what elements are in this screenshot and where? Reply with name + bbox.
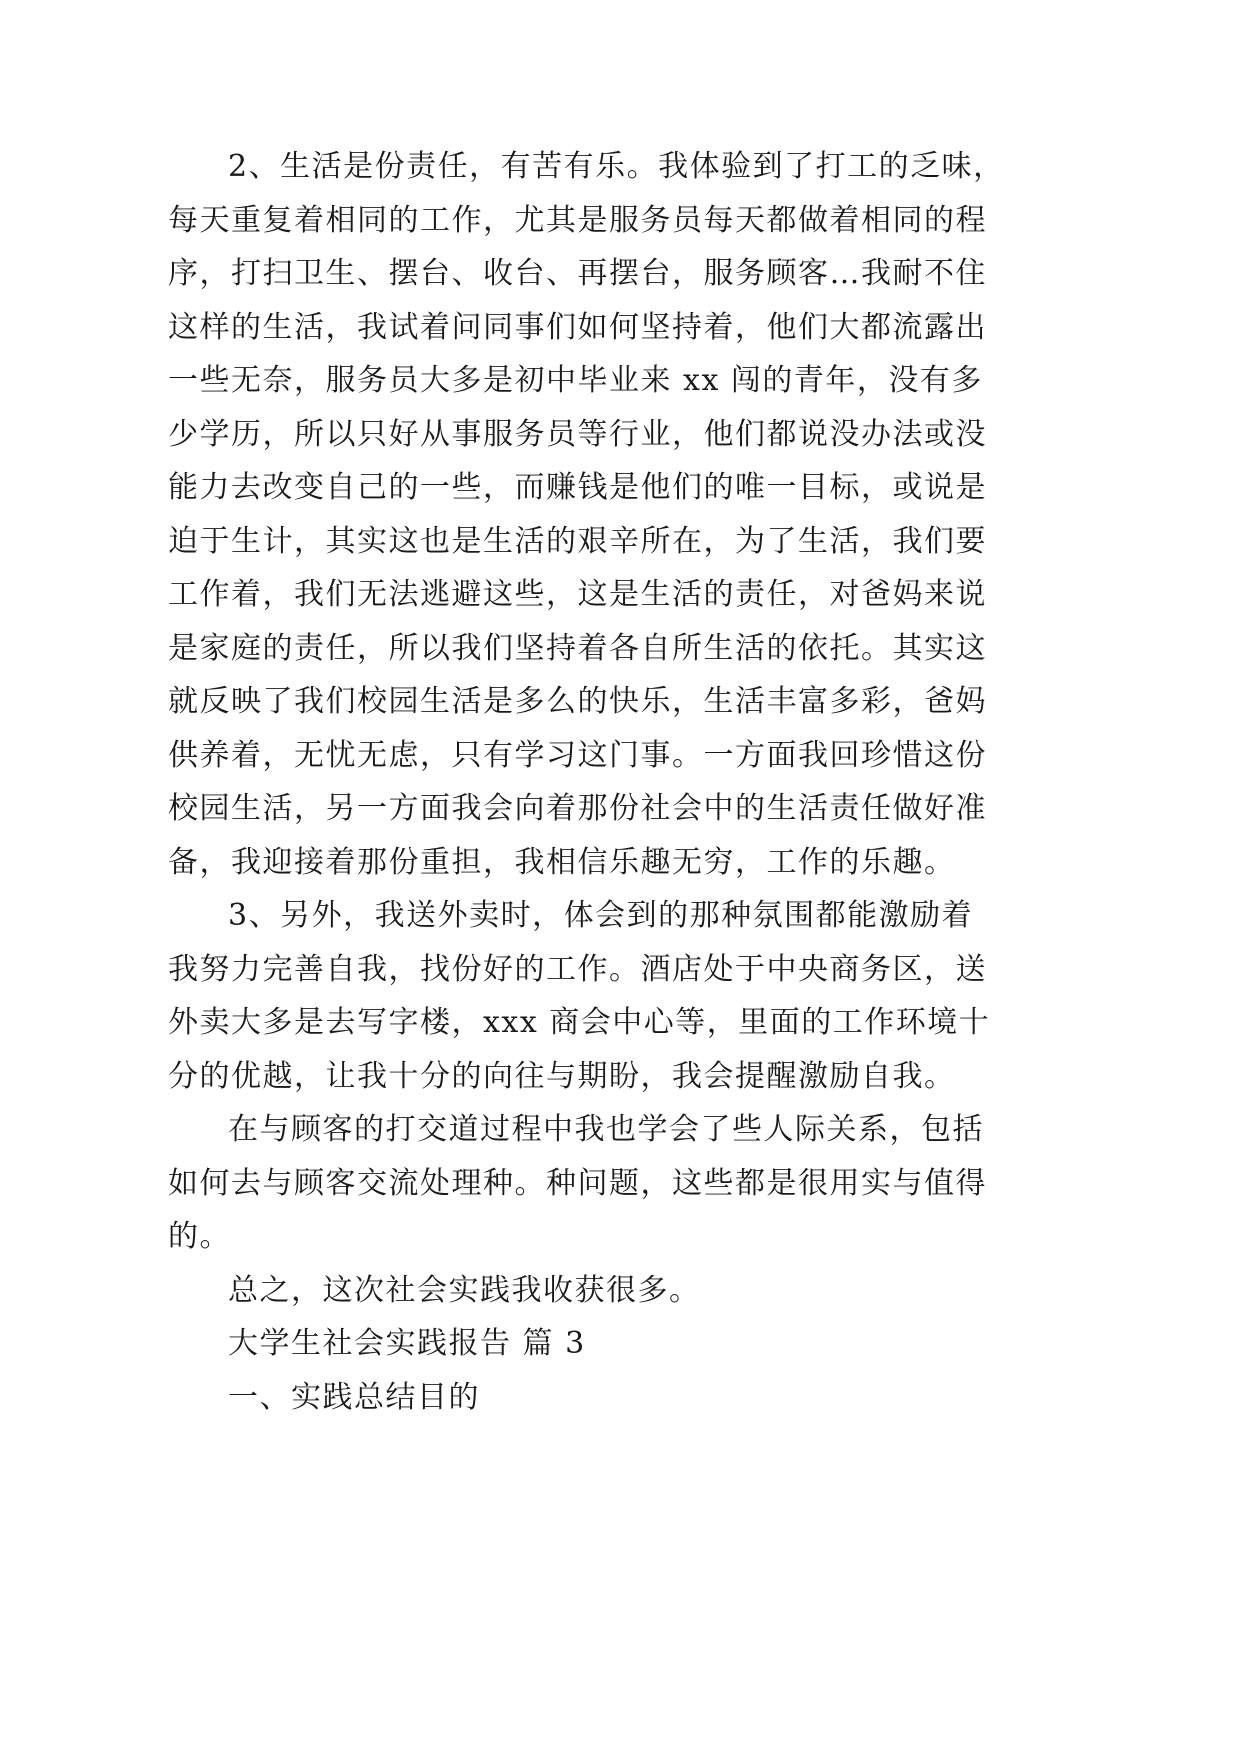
paragraph-delivery-motivation <box>168 889 991 1103</box>
paragraph-customer-relations <box>168 1103 987 1264</box>
text-line: 一、实践总结目的 <box>228 1379 480 1415</box>
document-body <box>168 140 1005 1424</box>
text-line: 备，我迎接着那份重担，我相信乐趣无穷，工作的乐趣。 <box>168 844 956 880</box>
text-line: 的。 <box>168 1219 231 1254</box>
section-heading-report-3 <box>168 1317 948 1371</box>
text-line: 外卖大多是去写字楼，xxx 商会中心等，里面的工作环境十 <box>168 1005 991 1040</box>
text-line: 如何去与顾客交流处理种。种问题，这些都是很用实与值得 <box>168 1165 987 1201</box>
text-line: 就反映了我们校园生活是多么的快乐，生活丰富多彩，爸妈 <box>168 684 987 719</box>
text-line: 3、另外，我送外卖时，体会到的那种氛围都能激励着 <box>228 898 974 933</box>
text-line: 每天重复着相同的工作，尤其是服务员每天都做着相同的程 <box>168 202 987 238</box>
paragraph-life-responsibility <box>168 140 1005 889</box>
text-line: 是家庭的责任，所以我们坚持着各自所生活的依托。其实这 <box>168 630 987 666</box>
text-line: 校园生活，另一方面我会向着那份社会中的生活责任做好准 <box>168 791 987 826</box>
text-line: 一些无奈，服务员大多是初中毕业来 xx 闯的青年，没有多 <box>168 363 983 398</box>
text-line: 分的优越，让我十分的向往与期盼，我会提醒激励自我。 <box>168 1058 956 1094</box>
text-line: 2、生活是份责任，有苦有乐。我体验到了打工的乏味， <box>228 149 1005 184</box>
text-line: 供养着，无忧无虑，只有学习这门事。一方面我回珍惜这份 <box>168 737 987 773</box>
text-line: 少学历，所以只好从事服务员等行业，他们都说没办法或没 <box>168 416 987 452</box>
text-line: 能力去改变自己的一些，而赚钱是他们的唯一目标，或说是 <box>168 470 987 505</box>
section-heading-practice-purpose <box>168 1371 948 1425</box>
text-line: 序，打扫卫生、摆台、收台、再摆台，服务顾客…我耐不住 <box>168 256 987 291</box>
text-line: 迫于生计，其实这也是生活的艰辛所在，为了生活，我们要 <box>168 523 987 559</box>
text-line: 在与顾客的打交道过程中我也学会了些人际关系，包括 <box>228 1112 984 1147</box>
text-line: 我努力完善自我，找份好的工作。酒店处于中央商务区，送 <box>168 951 987 987</box>
text-line: 大学生社会实践报告 篇 3 <box>228 1326 586 1361</box>
text-line: 这样的生活，我试着问同事们如何坚持着，他们大都流露出 <box>168 309 987 345</box>
text-line: 总之，这次社会实践我收获很多。 <box>228 1272 701 1308</box>
paragraph-summary <box>168 1264 948 1318</box>
text-line: 工作着，我们无法逃避这些，这是生活的责任，对爸妈来说 <box>168 577 987 612</box>
